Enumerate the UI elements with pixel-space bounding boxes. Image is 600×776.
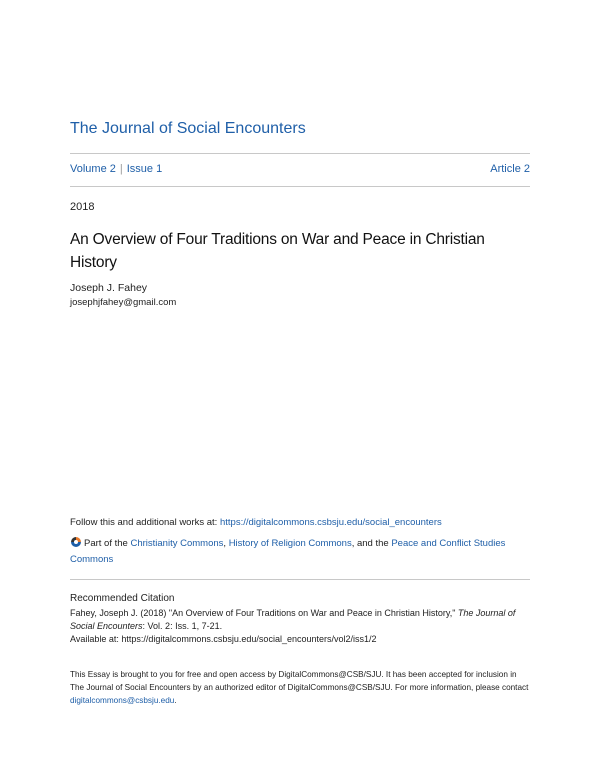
follow-link[interactable]: https://digitalcommons.csbsju.edu/social_encounters — [219, 517, 442, 528]
citation-volume: : Vol. 2: Iss. 1, 7-21. — [142, 621, 223, 631]
recommended-citation-heading: Recommended Citation — [70, 593, 175, 604]
citation-text — [70, 607, 530, 646]
christianity-commons-link[interactable]: Christianity Commons — [130, 538, 224, 549]
author-name: Joseph J. Fahey — [70, 282, 148, 294]
citation-prefix: Fahey, Joseph J. (2018) "An Overview of Four Traditions on War and Peace in Christian History," — [70, 608, 458, 618]
access-footer — [70, 668, 530, 707]
part-of-prefix: Part of the — [84, 538, 131, 549]
divider-citation — [70, 579, 530, 580]
part-of-sep2: , and the — [351, 538, 392, 549]
part-of-sep1: , — [223, 538, 229, 549]
history-religion-commons-link[interactable]: History of Religion Commons — [228, 538, 352, 549]
network-commons-icon — [70, 536, 82, 548]
issue-link[interactable]: Issue 1 — [126, 163, 163, 175]
divider-issue — [70, 186, 530, 187]
volume-link[interactable]: Volume 2 — [70, 163, 116, 175]
divider-top — [70, 153, 530, 154]
contact-email-link[interactable]: digitalcommons@csbsju.edu — [70, 696, 175, 705]
author-email: josephjfahey@gmail.com — [70, 297, 177, 308]
journal-title[interactable]: The Journal of Social Encounters — [70, 120, 306, 137]
article-title: An Overview of Four Traditions on War and Peace in Christian History — [70, 231, 485, 271]
follow-line — [70, 517, 442, 528]
peace-conflict-commons-link[interactable]: Peace and Conflict Studies Commons — [70, 538, 506, 565]
citation-available: Available at: https://digitalcommons.csbsju.edu/social_encounters/vol2/iss1/2 — [70, 634, 377, 644]
follow-prefix: Follow this and additional works at: — [70, 517, 220, 528]
citation-journal: The Journal of Social Encounters — [70, 608, 516, 631]
footer-end: . — [174, 696, 177, 705]
issue-separator: | — [119, 163, 123, 175]
part-of-line — [70, 536, 530, 568]
article-link[interactable]: Article 2 — [490, 163, 530, 175]
footer-text: This Essay is brought to you for free and open access by DigitalCommons@CSB/SJU. It has been accepted for inclusion in The Journal of Social Encounters by an authorized editor of DigitalCommons@CSB/SJU. For more information, please contact — [70, 670, 529, 692]
publication-year: 2018 — [70, 201, 95, 213]
issue-line — [70, 163, 530, 175]
